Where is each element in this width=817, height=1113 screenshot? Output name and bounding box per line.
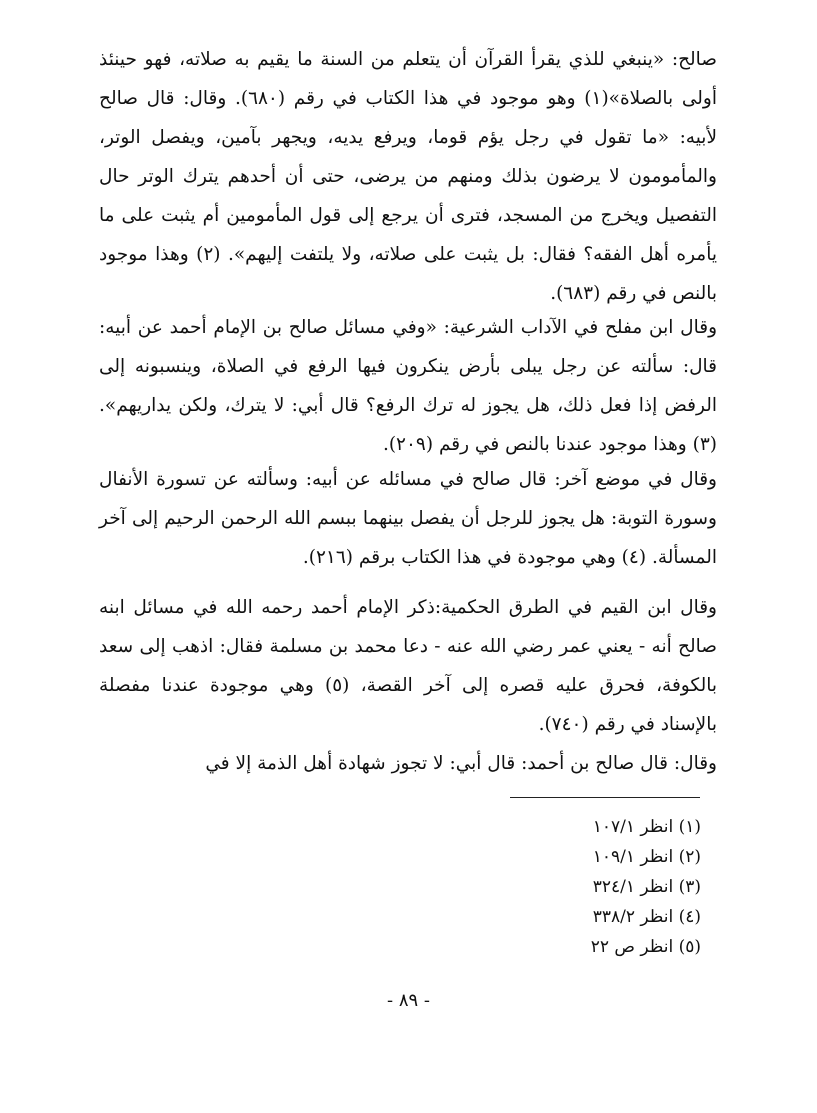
footnote-2: (٢) انظر ١٠٩/١ [592, 847, 701, 867]
footnote-1: (١) انظر ١٠٧/١ [592, 817, 701, 837]
paragraph-saleh-quran-sunnah: صالح: «ينبغي للذي يقرأ القرآن أن يتعلم من السنة ما يقيم به صلاته، فهو حينئذ أولى بالصلاة»(١) وهو موجود في هذا الكتاب في رقم (٦٨٠). وقال: قال صالح لأبيه: «ما تقول في رجل يؤم قوما، ويرفع يديه، ويجهر بآمين، ويفصل الوتر، والمأمومون لا يرضون بذلك ومنهم من يرضى، حتى أن أحدهم يترك الوتر حال التفصيل ويخرج من المسجد، فترى أن يرجع إلى قول المأمومين أم يثبت على ما يأمره أهل الفقه؟ فقال: بل يثبت على صلاته، ولا يلتفت إليهم». (٢) وهذا موجود بالنص في رقم (٦٨٣). [99, 49, 717, 304]
footnote-divider [510, 797, 700, 798]
paragraph-ibn-muflih: وقال ابن مفلح في الآداب الشرعية: «وفي مسائل صالح بن الإمام أحمد عن أبيه: قال: سألته عن رجل يبلى بأرض ينكرون فيها الرفع في الصلاة، وينسبونه إلى الرفض إذا فعل ذلك، هل يجوز له ترك الرفع؟ قال أبي: لا يترك، ولكن يداريهم». (٣) وهذا موجود عندنا بالنص في رقم (٢٠٩). [99, 317, 717, 455]
paragraph-ibn-qayyim: وقال ابن القيم في الطرق الحكمية:ذكر الإمام أحمد رحمه الله في مسائل ابنه صالح أنه - يعني عمر رضي الله عنه - دعا محمد بن مسلمة فقال: اذهب إلى سعد بالكوفة، فحرق عليه قصره إلى آخر القصة، (٥) وهي موجودة عندنا مفصلة بالإسناد في رقم (٧٤٠). [99, 597, 717, 735]
paragraph-ahl-dhimma: وقال: قال صالح بن أحمد: قال أبي: لا تجوز شهادة أهل الذمة إلا في [205, 753, 717, 774]
footnote-5: (٥) انظر ص ٢٢ [590, 937, 701, 957]
paragraph-anfal-tawba: وقال في موضع آخر: قال صالح في مسائله عن أبيه: وسألته عن تسورة الأنفال وسورة التوبة: هل يجوز للرجل أن يفصل بينهما ببسم الله الرحمن الرحيم إلى آخر المسألة. (٤) وهي موجودة في هذا الكتاب برقم (٢١٦). [99, 469, 717, 568]
footnotes-list [441, 812, 701, 962]
page-number: - ٨٩ - [387, 990, 430, 1011]
footnote-4: (٤) انظر ٣٣٨/٢ [592, 907, 701, 927]
footnote-3: (٣) انظر ٣٢٤/١ [592, 877, 701, 897]
